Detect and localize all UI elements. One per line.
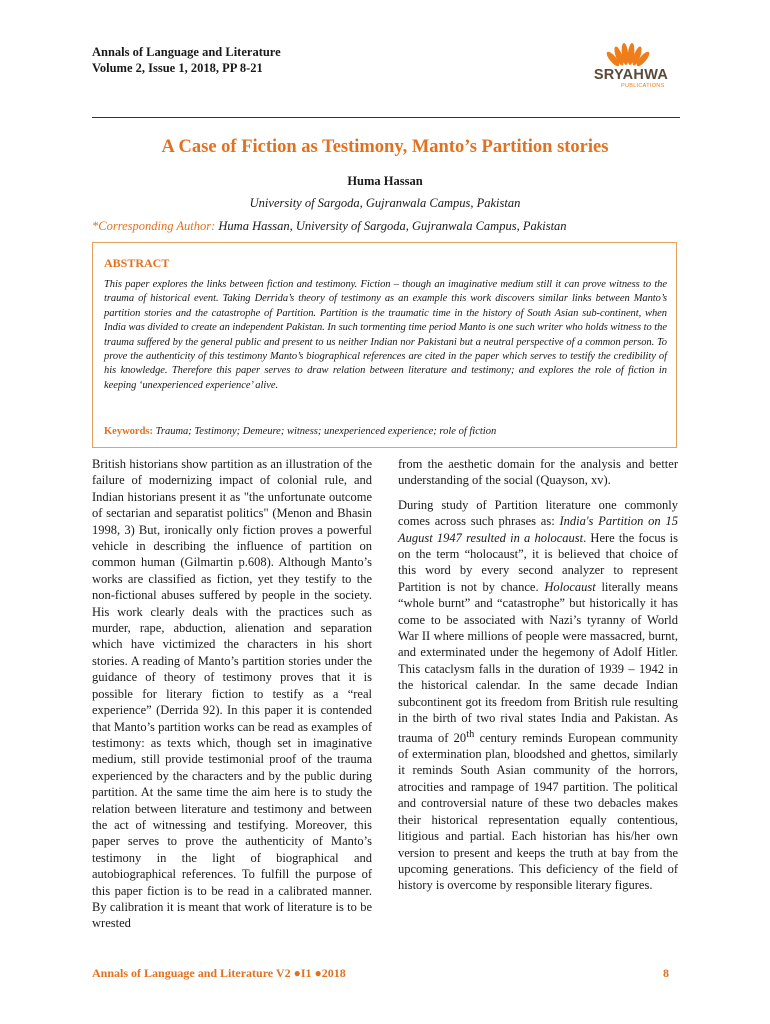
corresponding-value: Huma Hassan, University of Sargoda, Gujranwala Campus, Pakistan — [218, 219, 567, 233]
body-column-left — [92, 456, 372, 932]
text-run: During study of Partition literature one commonly comes across such phrases as: — [398, 497, 678, 529]
corresponding-author — [92, 219, 567, 234]
abstract-box — [92, 242, 677, 448]
abstract-text: This paper explores the links between fiction and testimony. Fiction – though an imaginative medium still it can prove witness to the trauma of historical event. Taking Derrida’s theory of testimony as an example this work discovers similar links between Manto’s partition stories and the catastrophe of Partition. Partition is the traumatic time in the history of South Asian sub-continent, when India was divided to create an independent Pakistan. In such tormenting time period Manto is one such writer who holds witness to the trauma suffered by the general public and present to us neither Indian nor Pakistani but a neutral perspective of a common person. To prove the authenticity of this testimony Manto’s biographical references are cited in the paper which serves to testify the credibility of his knowledge. Therefore this paper serves to draw relation between literature and testimony; and explores the role of fiction in keeping ‘unexperienced experience’ alive. — [104, 279, 667, 391]
text-run: . Here the focus is on the term “holocaust”, it is believed that choice of this word by every second analyzer to represent Partition is not by chance. — [398, 530, 678, 594]
corresponding-label: *Corresponding Author: — [92, 219, 216, 233]
italic-phrase: India's Partition on 15 August 1947 resulted in a holocaust — [398, 514, 678, 545]
keywords-value: Trauma; Testimony; Demeure; witness; unexperienced experience; role of fiction — [155, 426, 497, 437]
article-title: A Case of Fiction as Testimony, Manto’s Partition stories — [161, 137, 609, 157]
abstract-heading: ABSTRACT — [104, 256, 170, 270]
volume-issue: Volume 2, Issue 1, 2018, PP 8-21 — [92, 61, 263, 75]
text-run: century reminds European community of extermination plan, bloodshed and ghettos, similarly it reminds South Asian community of the horrors, atrocities and rampage of 1947 partition. The political and controversial nature of these two debacles makes their historical representation equally contentious, litigious and partial. Each historian has his/her own version to present and keeps the truth at bay from the upcoming generations. This deficiency of the field of history is overcome by responsible literary figures. — [398, 730, 678, 893]
logo-subtitle: PUBLICATIONS — [621, 83, 665, 89]
author-name: Huma Hassan — [347, 174, 423, 188]
keywords-label: Keywords: — [104, 426, 153, 437]
publisher-logo — [583, 40, 679, 90]
body-paragraph: from the aesthetic domain for the analysis and better understanding of the social (Quayson, xv). — [398, 457, 678, 488]
body-paragraph — [398, 497, 678, 894]
page-number: 8 — [663, 966, 669, 980]
superscript: th — [466, 728, 475, 740]
lotus-logo-icon — [591, 40, 671, 70]
logo-name: SRYAHWA — [593, 67, 669, 83]
journal-name: Annals of Language and Literature — [92, 45, 281, 59]
header-divider — [92, 117, 680, 118]
body-paragraph: British historians show partition as an illustration of the failure of modernizing impact of colonial rule, and Indian historians present it as "the unfortunate outcome of sectarian and separatist politics" (Menon and Bhasin 1998, 3) But, ironically only fiction proves a powerful vehicle in describing the influence of partition on common human (Gilmartin p.608). Although Manto’s works are classified as fiction, yet they testify to the non-fictional abuses suffered by people in the society. His work clearly deals with the practices such as murder, rape, abduction, alienation and separation which have victimized the characters in his short stories. A reading of Manto’s partition stories under the guidance of theory of testimony proves that it is possible for literary fiction to testify as a “real experience” (Derrida 92). In this paper it is contended that Manto’s partition works can be read as examples of testimony: as texts which, though set in imaginative medium, still provide testimonial proof of the trauma experienced by the characters and by the public during partition. At the same time the aim here is to study the relation between literature and testimony and between the act of witnessing and testifying. Moreover, this paper serves to prove the authenticity of Manto’s testimony in the light of biographical and autobiographical references. To fulfill the purpose of this paper fiction is to be read in a calibrated manner. By calibration it is meant that work of literature is to be wrested — [92, 457, 372, 931]
body-column-right — [398, 456, 678, 902]
keywords — [104, 426, 496, 437]
footer-journal: Annals of Language and Literature V2 ●I1 ●2018 — [92, 966, 346, 980]
journal-header — [92, 44, 281, 76]
author-affiliation: University of Sargoda, Gujranwala Campus, Pakistan — [249, 196, 521, 210]
text-run: literally means “whole burnt” and “catastrophe” but historically it has come to be associated with Nazi’s tyranny of World War II where millions of people were massacred, burnt, and exterminated under the hegemony of Adolf Hitler. This cataclysm falls in the duration of 1939 – 1942 in the historical calendar. In the same decade Indian subcontinent got its freedom from British rule resulting in the birth of two rival states India and Pakistan. As trauma of 20 — [398, 579, 679, 745]
italic-term: Holocaust — [544, 579, 596, 594]
